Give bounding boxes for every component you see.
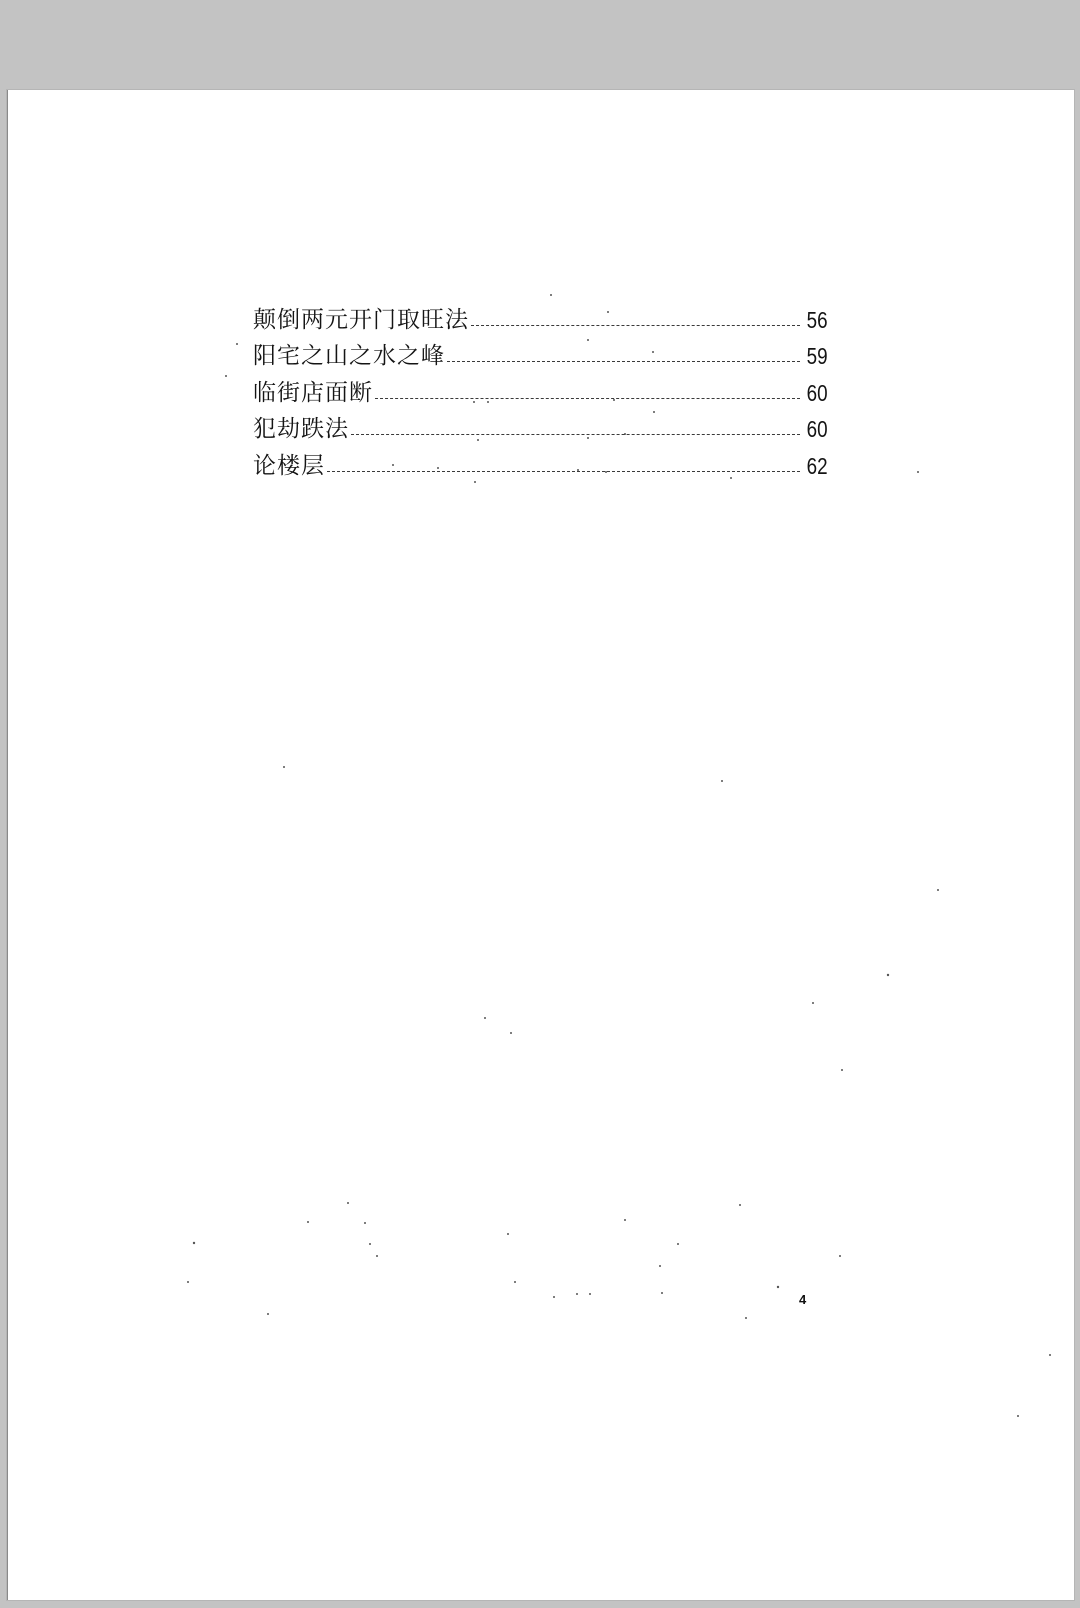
toc-leader-dots xyxy=(447,361,800,362)
toc-leader-dots xyxy=(375,398,800,399)
toc-leader-dots xyxy=(471,325,800,326)
toc-entry-page: 56 xyxy=(807,306,828,333)
toc-entry-page: 60 xyxy=(807,379,828,406)
viewer-toolbar-area xyxy=(0,0,1080,90)
toc-entry[interactable] xyxy=(253,335,828,372)
toc-entry-page: 60 xyxy=(807,416,828,442)
table-of-contents xyxy=(253,298,828,481)
toc-leader-dots xyxy=(351,434,800,435)
page-number: 4 xyxy=(799,1292,807,1307)
toc-entry[interactable] xyxy=(253,298,828,335)
toc-entry-title: 临街店面断 xyxy=(253,379,373,406)
toc-entry-title: 颠倒两元开门取旺法 xyxy=(253,306,469,333)
document-page[interactable] xyxy=(7,90,1074,1600)
toc-entry-page: 62 xyxy=(807,452,828,479)
toc-entry[interactable] xyxy=(253,444,828,481)
toc-leader-dots xyxy=(327,471,800,472)
toc-entry[interactable] xyxy=(253,371,828,408)
toc-entry[interactable] xyxy=(253,408,828,445)
toc-entry-title: 犯劫跌法 xyxy=(253,416,349,442)
toc-entry-title: 论楼层 xyxy=(253,452,325,479)
toc-entry-page: 59 xyxy=(807,343,828,369)
toc-entry-title: 阳宅之山之水之峰 xyxy=(253,343,445,369)
